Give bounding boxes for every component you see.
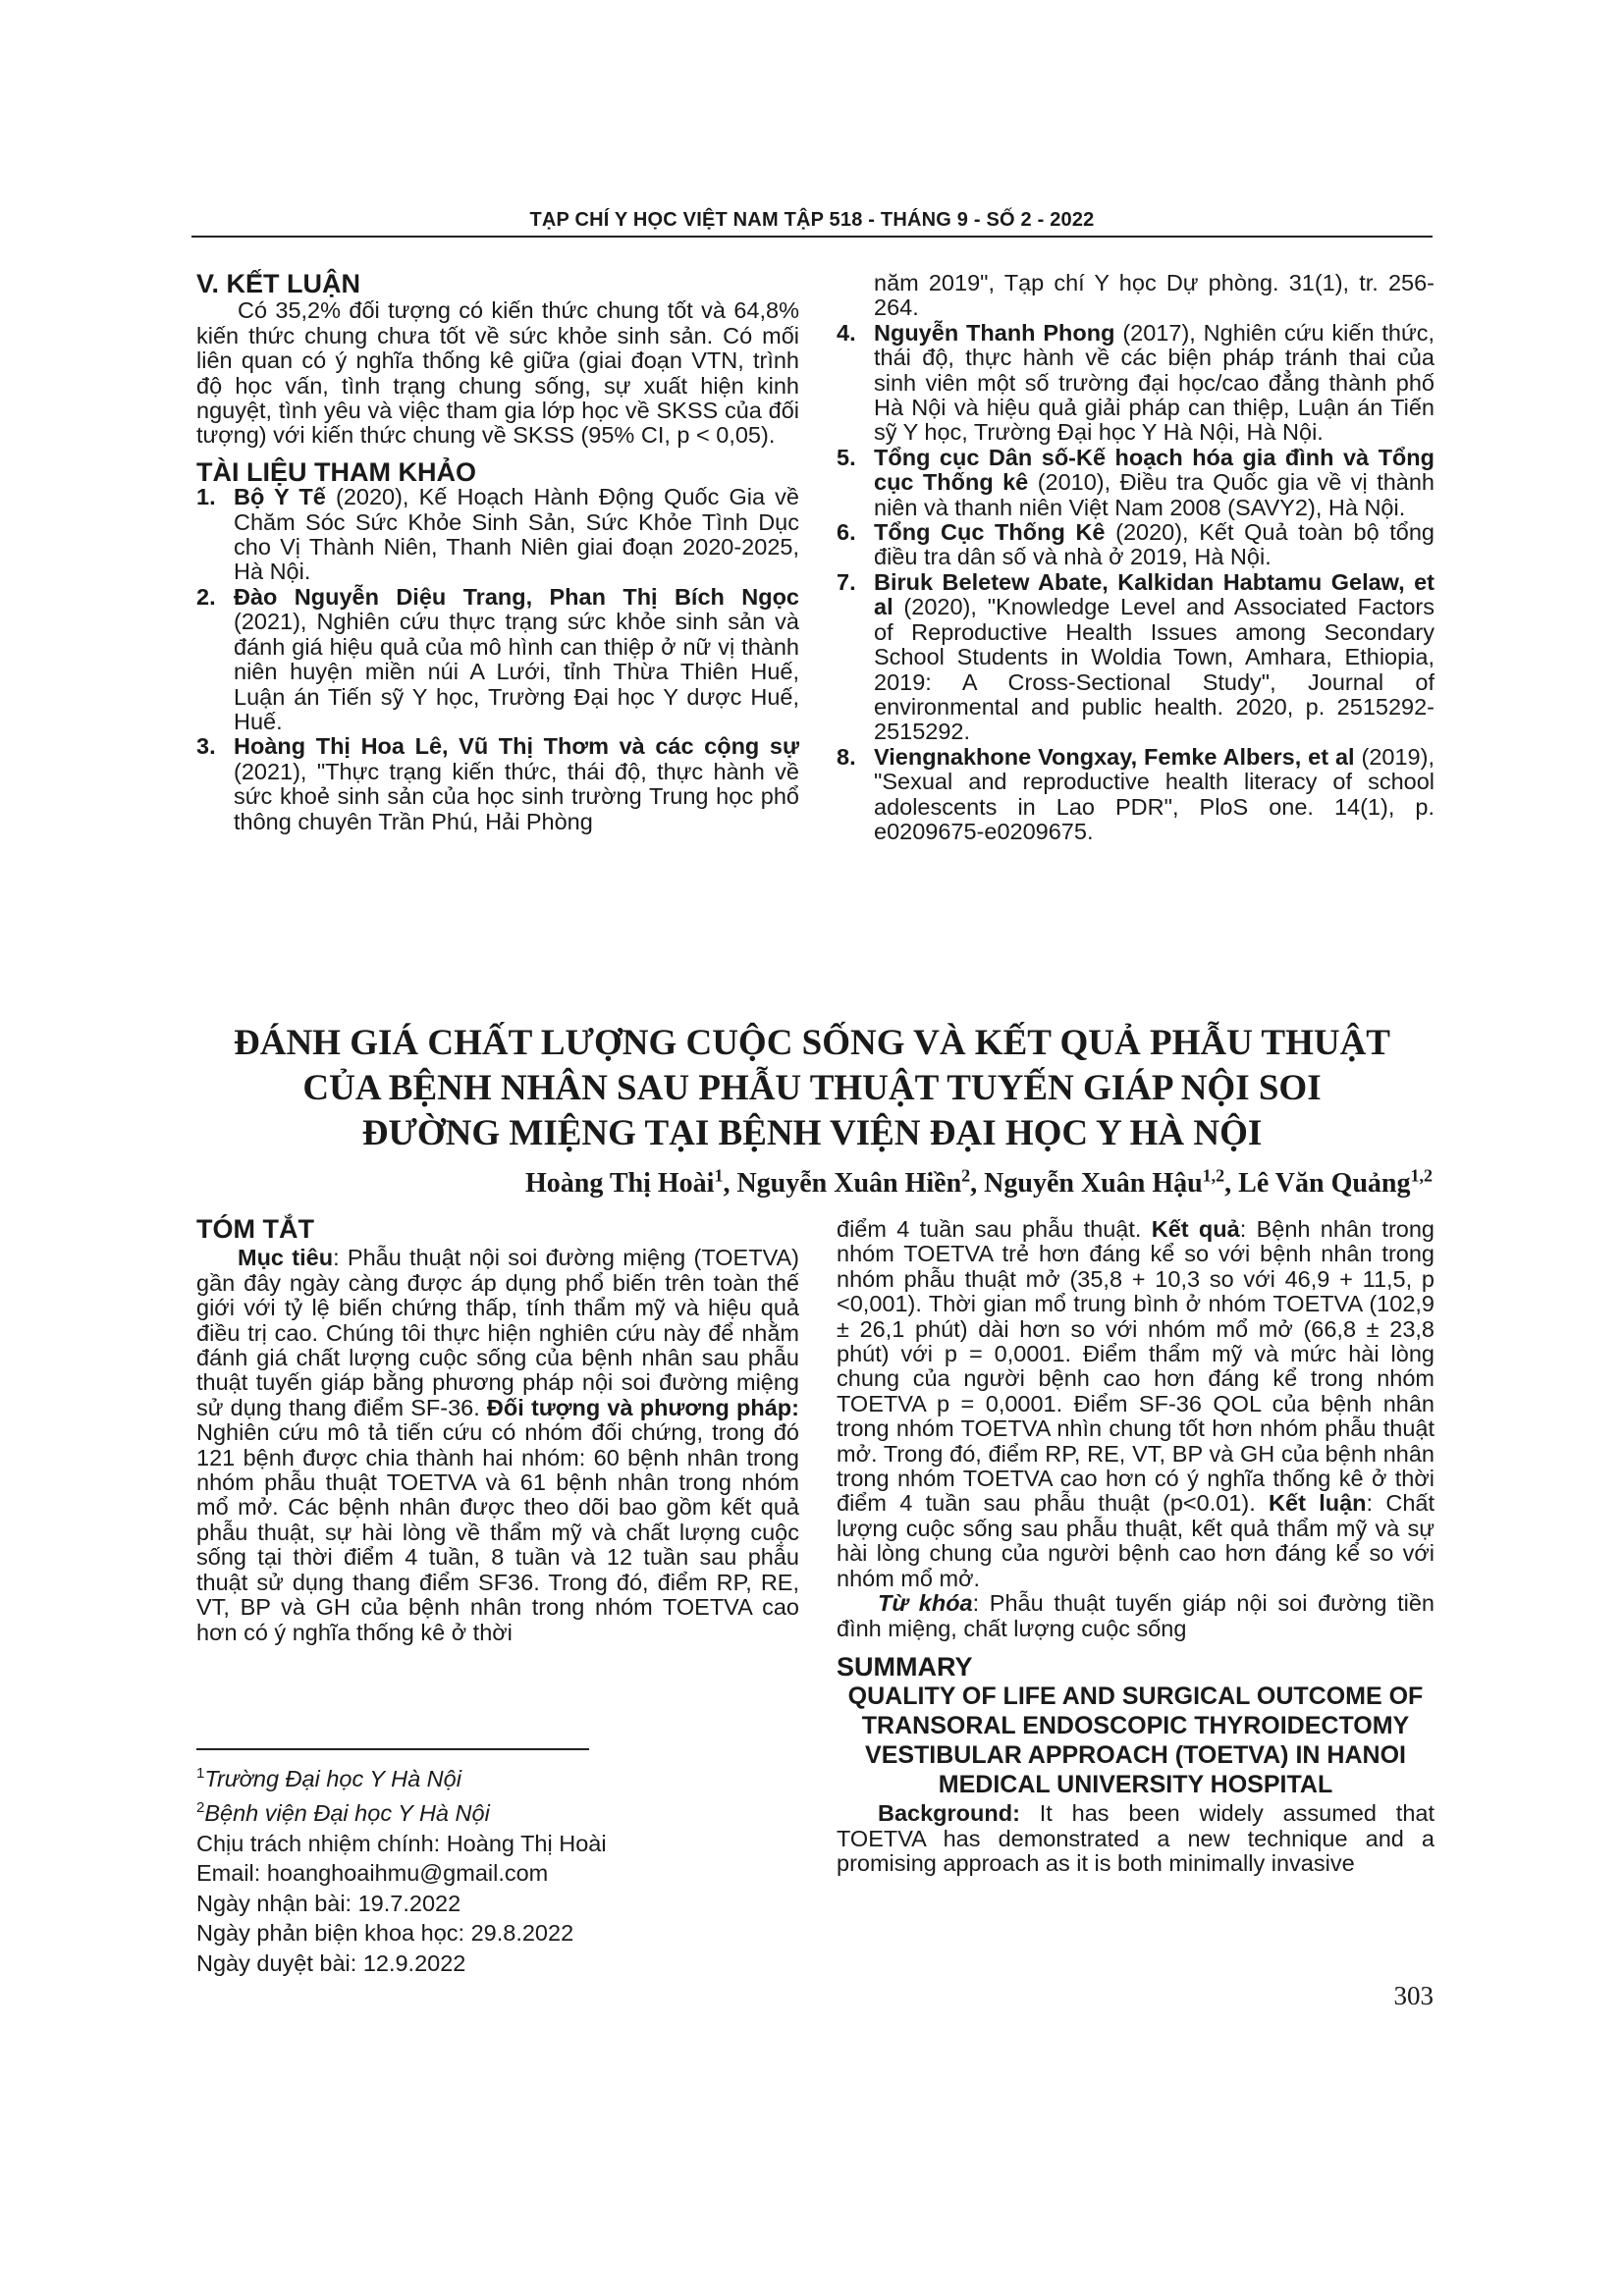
- right-column-bottom: [837, 1217, 1435, 1877]
- reference-item: [196, 485, 799, 585]
- summary-title: QUALITY OF LIFE AND SURGICAL OUTCOME OF TRANSORAL ENDOSCOPIC THYROIDECTOMY VESTIBULAR APPROACH (TOETVA) IN HANOI MEDICAL UNIVERSITY HOSPITAL: [847, 1682, 1424, 1799]
- reference-item: [837, 321, 1435, 446]
- reference-number: 1.: [196, 484, 216, 510]
- conclusion-text: Có 35,2% đối tượng có kiến thức chung tốt và 64,8% kiến thức chung chưa tốt về sức khỏe sinh sản. Có mối liên quan có ý nghĩa thống kê giữa (giai đoạn VTN, trình độ học vấn, tình trạng chung sống, sự xuất hiện kinh nguyệt, tình yêu và việc tham gia lớp học về SKSS của đối tượng) với kiến thức chung về SKSS (95% CI, p < 0,05).: [196, 297, 799, 449]
- reference-body: [874, 321, 1435, 446]
- reference-item: [196, 585, 799, 734]
- author-list: [191, 1166, 1433, 1200]
- reference-body: [234, 585, 799, 734]
- reference-details: (2017), Nghiên cứu kiến thức, thái độ, thực hành về các biện pháp tránh thai của sinh viên một số trường đại học/cao đẳng thành phố Hà Nội và hiệu quả giải pháp can thiệp, Luận án Tiến sỹ Y học, Trường Đại học Y Hà Nội, Hà Nội.: [874, 319, 1435, 446]
- right-column-top: [837, 271, 1435, 844]
- running-header: TẠP CHÍ Y HỌC VIỆT NAM TẬP 518 - THÁNG 9 - SỐ 2 - 2022: [529, 209, 1095, 231]
- results-label: Kết quả: [1151, 1216, 1240, 1242]
- author: Nguyễn Xuân Hiền$^2$,: [736, 1166, 985, 1200]
- title-line: CỦA BỆNH NHÂN SAU PHẪU THUẬT TUYẾN GIÁP NỘI SOI: [302, 1068, 1322, 1108]
- reference-body: [234, 485, 799, 585]
- footnote-rule: [196, 1748, 589, 1750]
- author: Lê Văn Quảng$^{1,2}$: [1238, 1166, 1433, 1200]
- reference-item: [837, 520, 1435, 570]
- conclusion-label: Kết luận: [1269, 1490, 1367, 1517]
- reference-body: [874, 520, 1435, 570]
- methods-label: Đối tượng và phương pháp:: [486, 1394, 799, 1420]
- reference-item: [837, 446, 1435, 520]
- reference-authors: Biruk Beletew Abate, Kalkidan Habtamu Gelaw, et al: [874, 568, 1435, 620]
- abstract-heading: TÓM TẮT: [196, 1214, 314, 1244]
- objective-label: Mục tiêu: [238, 1245, 334, 1271]
- reference-number: 4.: [837, 319, 856, 346]
- reference-number: 6.: [837, 519, 856, 546]
- page-number: 303: [1393, 1981, 1434, 2010]
- reference-body: [874, 745, 1435, 845]
- email: Email: hoanghoaihmu@gmail.com: [196, 1860, 549, 1887]
- conclusion-heading: V. KẾT LUẬN: [196, 269, 361, 298]
- reference-details: (2020), "Knowledge Level and Associated Factors of Reproductive Health Issues among Secondary School Students in Woldia Town, Amhara, Ethiopia, 2019: A Cross-Sectional Study", Journal of environmental and public health. 2020, p. 2515292-2515292.: [874, 594, 1435, 745]
- reference-authors: Đào Nguyễn Diệu Trang, Phan Thị Bích Ngọc: [234, 583, 799, 610]
- summary-heading: SUMMARY: [837, 1651, 973, 1682]
- keywords-label: Từ khóa: [878, 1590, 973, 1617]
- reference-number: 8.: [837, 743, 856, 770]
- author: Nguyễn Xuân Hậu$^{1,2}$,: [984, 1166, 1239, 1200]
- received-date: Ngày nhận bài: 19.7.2022: [196, 1890, 461, 1916]
- reference-number: 3.: [196, 733, 216, 760]
- keywords: Từ khóa: Phẫu thuật tuyến giáp nội soi đường tiền đình miệng, chất lượng cuộc sống: [837, 1590, 1435, 1641]
- affiliation-1: $^1$Trường Đại học Y Hà Nội: [196, 1765, 461, 1791]
- reference-authors: Hoàng Thị Hoa Lê, Vũ Thị Thơm và các cộng sự: [234, 733, 799, 760]
- left-column-top: [196, 269, 799, 834]
- article-title: [191, 1021, 1433, 1156]
- reference-body: [234, 734, 799, 834]
- references-heading: TÀI LIỆU THAM KHẢO: [196, 456, 476, 487]
- reference-authors: Tổng cục Dân số-Kế hoạch hóa gia đình và Tổng cục Thống kê: [874, 444, 1435, 496]
- reference-item: [196, 734, 799, 834]
- responsible-author: Chịu trách nhiệm chính: Hoàng Thị Hoài: [196, 1830, 607, 1856]
- reference-authors: Tổng Cục Thống Kê: [874, 519, 1106, 546]
- affiliation-2: $^2$Bệnh viện Đại học Y Hà Nội: [196, 1799, 490, 1827]
- reference-details: (2010), Điều tra Quốc gia về vị thành niên và thanh niên Việt Nam 2008 (SAVY2), Hà Nội.: [874, 469, 1435, 520]
- affiliation-mark: 1,2: [1410, 1166, 1433, 1186]
- background-label: Background:: [878, 1800, 1020, 1827]
- reference-details: (2020), Kế Hoạch Hành Động Quốc Gia về Chăm Sóc Sức Khỏe Sinh Sản, Sức Khỏe Tình Dục cho Vị Thành Niên, Thanh Niên giai đoạn 2020-2025, Hà Nội.: [234, 484, 799, 585]
- author: Hoàng Thị Hoài$^1$,: [525, 1166, 737, 1200]
- reference-body: [874, 570, 1435, 745]
- reference-item: [837, 570, 1435, 745]
- reference-details: (2021), Nghiên cứu thực trạng sức khỏe sinh sản và đánh giá hiệu quả của mô hình can thiệp ở nữ vị thành niên huyện miền núi A Lưới, tỉnh Thừa Thiên Huế, Luận án Tiến sỹ Y học, Trường Đại học Y dược Huế, Huế.: [234, 609, 799, 734]
- reference-body: [874, 446, 1435, 520]
- reference-authors: Nguyễn Thanh Phong: [874, 319, 1115, 346]
- affiliation-mark: 1,2: [1202, 1166, 1225, 1186]
- reference-number: 7.: [837, 568, 856, 595]
- reference-item: [837, 745, 1435, 845]
- header-rule: [191, 236, 1433, 238]
- reference-details: (2019), "Sexual and reproductive health literacy of school adolescents in Lao PDR", PloS one. 14(1), p. e0209675-e0209675.: [874, 743, 1435, 844]
- abstract-results-conclusion: điểm 4 tuần sau phẫu thuật. Kết quả: Bệnh nhân trong nhóm TOETVA trẻ hơn đáng kể so với bệnh nhân trong nhóm phẫu thuật mở (35,8 + 10,3 so với 46,9 + 11,5, p <0,001). Thời gian mổ trung bình ở nhóm TOETVA (102,9 ± 26,1 phút) dài hơn so với nhóm mổ mở (66,8 ± 23,8 phút) với p = 0,0001. Điểm thẩm mỹ và mức hài lòng chung của người bệnh cao hơn đáng kể trong nhóm TOETVA p = 0,0001. Điểm SF-36 QOL của bệnh nhân trong nhóm TOETVA nhìn chung tốt hơn nhóm phẫu thuật mở. Trong đó, điểm RP, RE, VT, BP và GH của bệnh nhân trong nhóm TOETVA cao hơn có ý nghĩa thống kê ở thời điểm 4 tuần sau phẫu thuật (p<0.01). Kết luận: Chất lượng cuộc sống sau phẫu thuật, kết quả thẩm mỹ và sự hài lòng chung của người bệnh cao hơn đáng kể so với nhóm mổ mở.: [837, 1216, 1435, 1591]
- review-date: Ngày phản biện khoa học: 29.8.2022: [196, 1920, 574, 1947]
- title-line: ĐÁNH GIÁ CHẤT LƯỢNG CUỘC SỐNG VÀ KẾT QUẢ PHẪU THUẬT: [234, 1023, 1390, 1063]
- reference-details: (2020), Kết Quả toàn bộ tổng điều tra dân số và nhà ở 2019, Hà Nội.: [874, 519, 1435, 570]
- accepted-date: Ngày duyệt bài: 12.9.2022: [196, 1949, 466, 1976]
- reference-details: (2021), "Thực trạng kiến thức, thái độ, thực hành về sức khoẻ sinh sản của học sinh trường Trung học phổ thông chuyên Trần Phú, Hải Phòng: [234, 758, 799, 834]
- reference-authors: Viengnakhone Vongxay, Femke Albers, et al: [874, 743, 1355, 770]
- reference-number: 5.: [837, 444, 856, 470]
- footnotes: [196, 1759, 799, 1978]
- reference-authors: Bộ Y Tế: [234, 484, 326, 510]
- summary-background: Background: It has been widely assumed that TOETVA has demonstrated a new technique and a promising approach as it is both minimally invasive: [837, 1800, 1435, 1877]
- affiliation-mark: 1: [714, 1166, 724, 1186]
- reference-number: 2.: [196, 583, 216, 610]
- affiliation-mark: 2: [961, 1166, 971, 1186]
- abstract-objective-methods: Mục tiêu: Phẫu thuật nội soi đường miệng (TOETVA) gần đây ngày càng được áp dụng phổ biến trên toàn thế giới với tỷ lệ biến chứng thấp, tính thẩm mỹ và hiệu quả điều trị cao. Chúng tôi thực hiện nghiên cứu này để nhằm đánh giá chất lượng cuộc sống của bệnh nhân sau phẫu thuật tuyến giáp bằng phương pháp nội soi đường miệng sử dụng thang điểm SF-36. Đối tượng và phương pháp: Nghiên cứu mô tả tiến cứu có nhóm đối chứng, trong đó 121 bệnh được chia thành hai nhóm: 60 bệnh nhân trong nhóm phẫu thuật TOETVA và 61 bệnh nhân trong nhóm mổ mở. Các bệnh nhân được theo dõi bao gồm kết quả phẫu thuật, sự hài lòng về thẩm mỹ và chất lượng cuộc sống tại thời điểm 4 tuần, 8 tuần và 12 tuần sau phẫu thuật sử dụng thang điểm SF36. Trong đó, điểm RP, RE, VT, BP và GH của bệnh nhân trong nhóm TOETVA cao hơn có ý nghĩa thống kê ở thời: [196, 1245, 800, 1645]
- title-line: ĐƯỜNG MIỆNG TẠI BỆNH VIỆN ĐẠI HỌC Y HÀ NỘI: [361, 1113, 1263, 1153]
- abstract-vi: [196, 1214, 800, 1645]
- reference-continuation: năm 2019", Tạp chí Y học Dự phòng. 31(1), tr. 256-264.: [874, 270, 1435, 321]
